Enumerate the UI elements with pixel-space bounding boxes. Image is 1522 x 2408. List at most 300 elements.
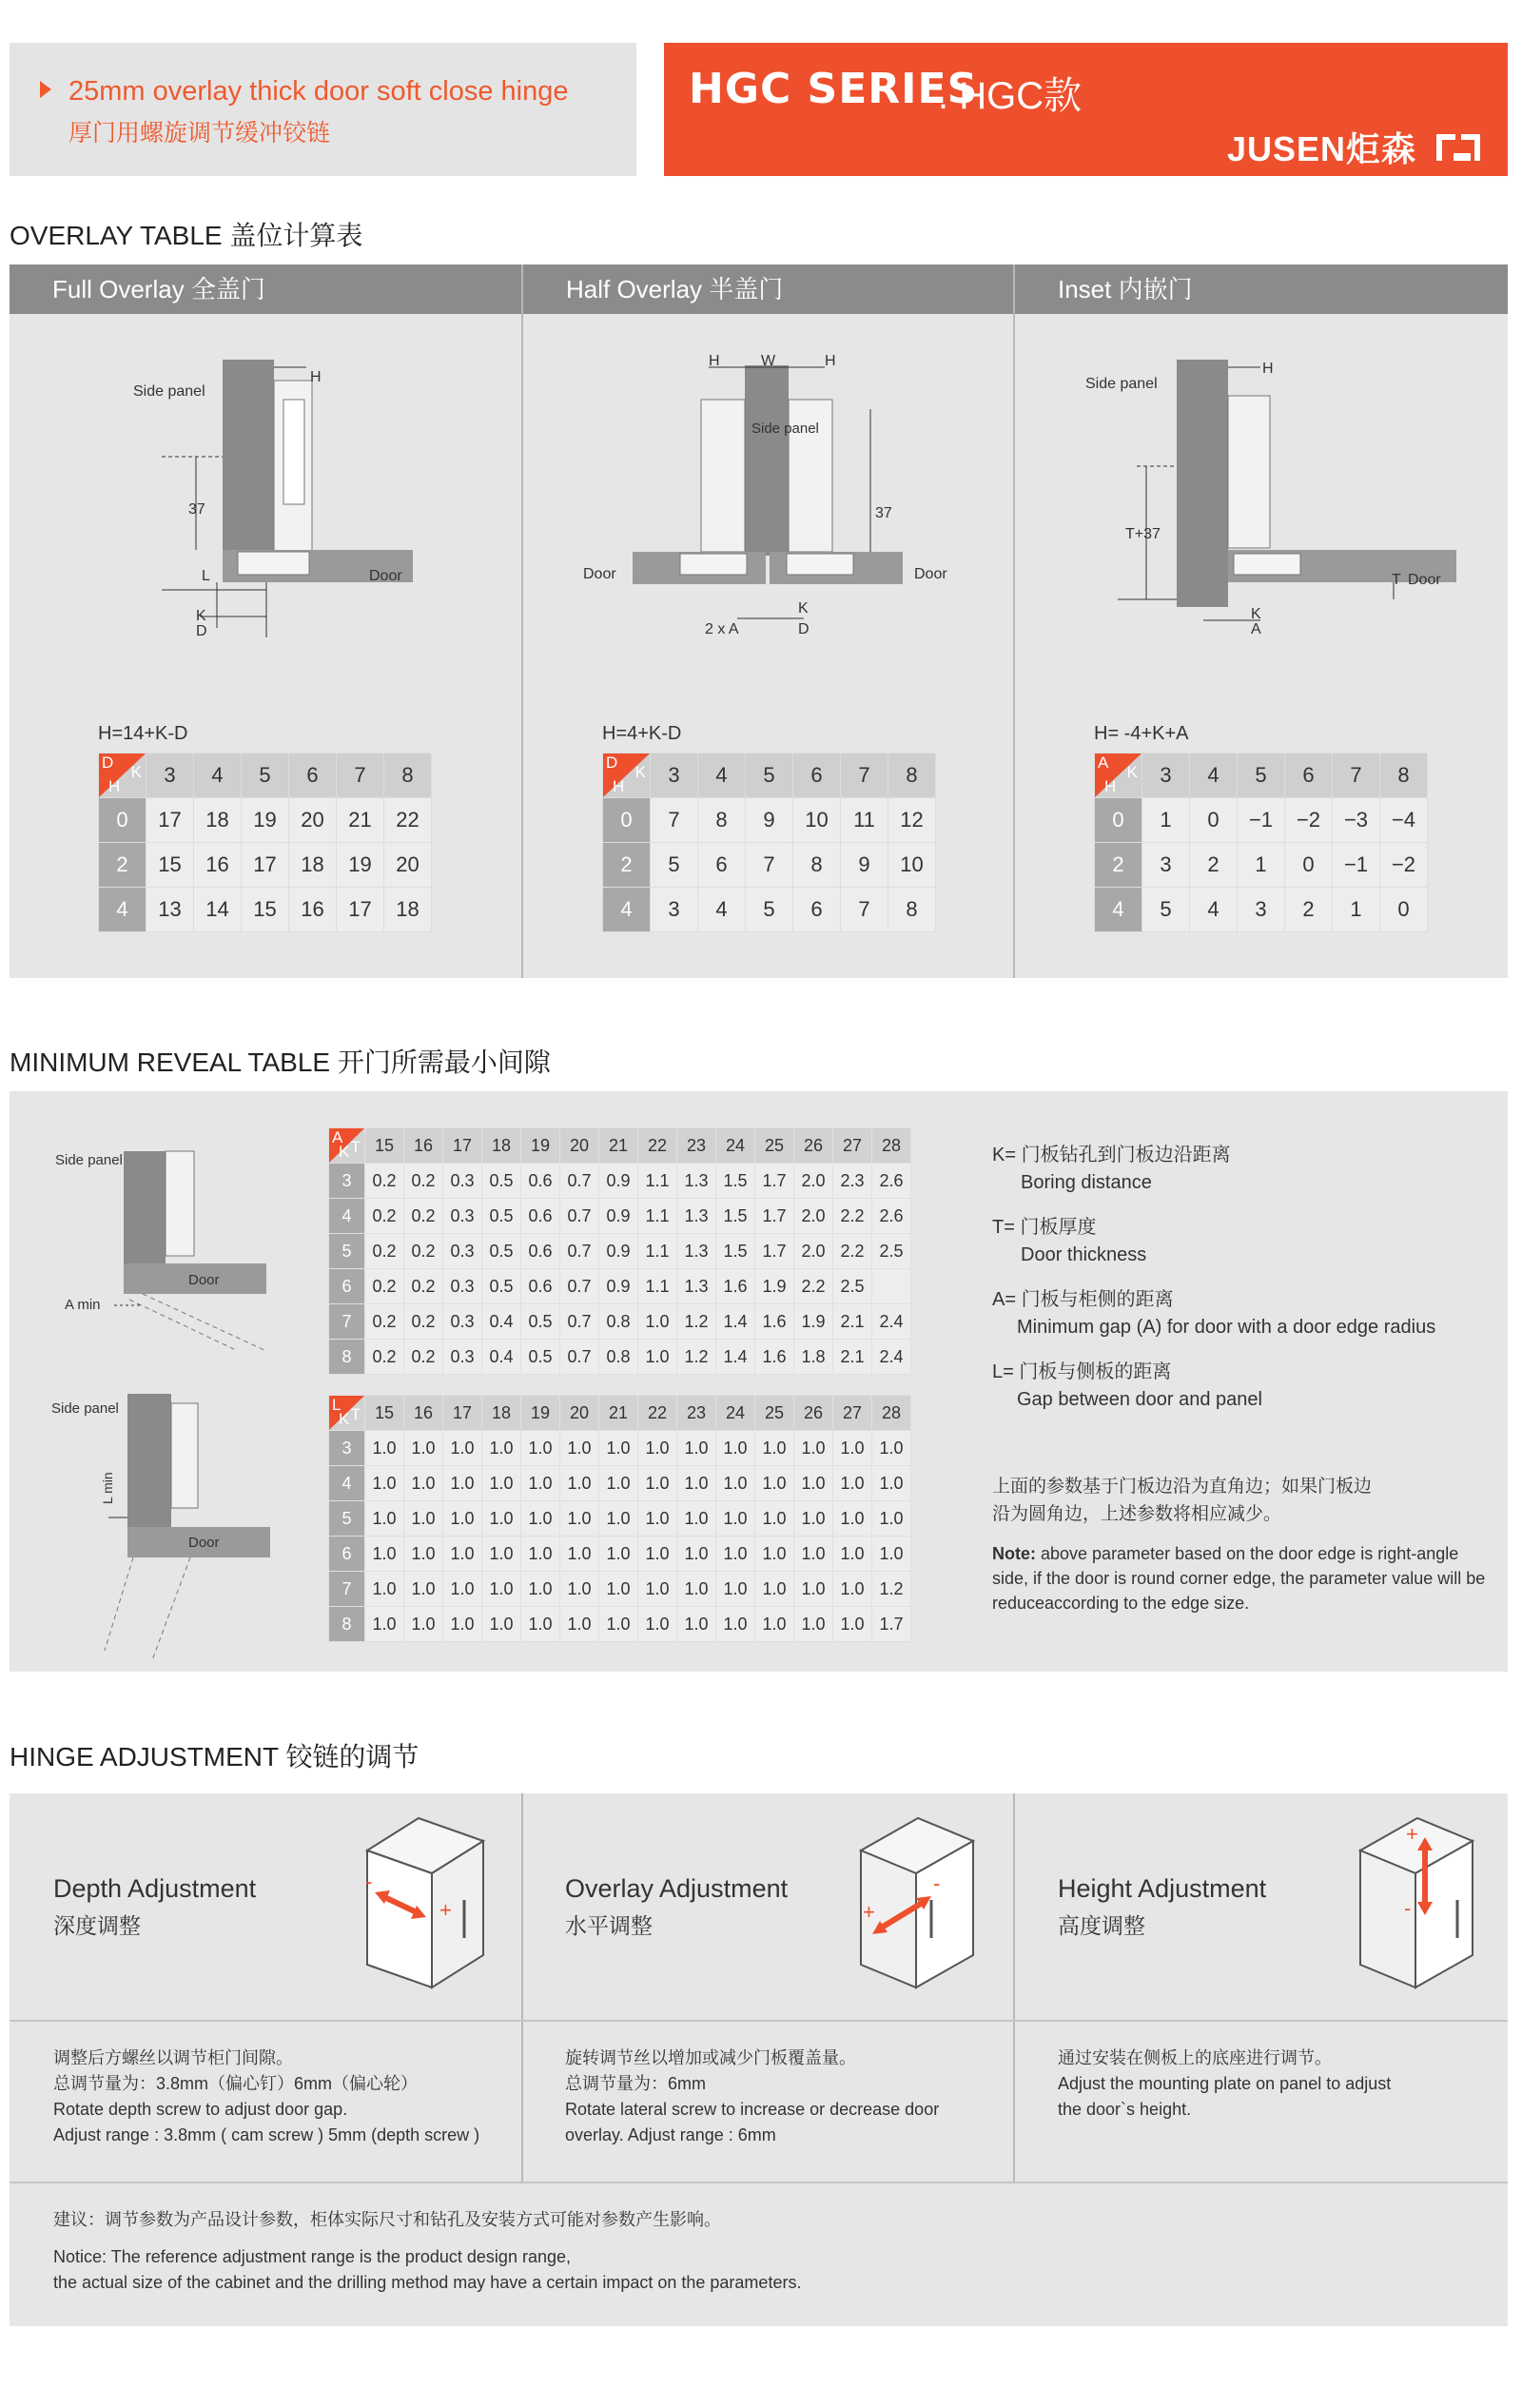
table-row: [329, 1466, 911, 1501]
row-header: 6: [329, 1269, 365, 1304]
table-cell: 1.9: [794, 1304, 833, 1340]
column-header: 15: [365, 1396, 404, 1431]
depth-adjust-text: [53, 2046, 479, 2148]
table-cell: 1.0: [560, 1466, 599, 1501]
l-min-table: [328, 1395, 911, 1642]
table-cell: 18: [289, 843, 337, 888]
height-adjust-text: [1058, 2046, 1391, 2123]
table-cell: 1.0: [755, 1572, 794, 1607]
table-cell: 1.0: [599, 1572, 638, 1607]
table-cell: 1.0: [404, 1466, 443, 1501]
divider: [521, 264, 523, 978]
table-corner-cell: [329, 1128, 365, 1164]
column-header: 6: [793, 754, 841, 798]
table-cell: 1.0: [521, 1572, 560, 1607]
table-cell: 7: [746, 843, 793, 888]
table-cell: 15: [146, 843, 194, 888]
table-cell: 1.0: [521, 1537, 560, 1572]
table-cell: 0.5: [482, 1164, 521, 1199]
table-cell: 0.5: [482, 1234, 521, 1269]
table-cell: 0.5: [482, 1199, 521, 1234]
table-cell: 0.9: [599, 1269, 638, 1304]
table-cell: −1: [1238, 798, 1285, 843]
table-cell: 2.0: [794, 1164, 833, 1199]
k-label: K: [798, 600, 809, 617]
column-header: 23: [677, 1128, 716, 1164]
table-cell: 0.7: [560, 1164, 599, 1199]
table-row: [1095, 888, 1428, 932]
table-cell: 8: [698, 798, 746, 843]
table-cell: 0.4: [482, 1304, 521, 1340]
table-cell: 1.0: [638, 1466, 677, 1501]
table-cell: 2: [1285, 888, 1333, 932]
table-cell: 8: [888, 888, 936, 932]
table-cell: 1.0: [833, 1537, 872, 1572]
text-line: the door`s height.: [1058, 2100, 1192, 2119]
row-header: 0: [99, 798, 146, 843]
legend-a-cn: A= 门板与柜侧的距离: [992, 1289, 1174, 1310]
note-cn-line1: 上面的参数基于门板边沿为直角边；如果门板边: [992, 1477, 1373, 1497]
table-cell: 1.0: [716, 1607, 755, 1642]
table-cell: 1.0: [560, 1501, 599, 1537]
corner-label: H: [613, 777, 625, 795]
text-line: overlay. Adjust range : 6mm: [565, 2125, 776, 2144]
row-header: 8: [329, 1340, 365, 1375]
table-cell: 1.6: [755, 1304, 794, 1340]
text-line: Rotate lateral screw to increase or decrease door: [565, 2100, 940, 2119]
row-header: 6: [329, 1537, 365, 1572]
table-cell: 0.2: [365, 1164, 404, 1199]
table-cell: 18: [384, 888, 432, 932]
table-cell: 1.3: [677, 1234, 716, 1269]
row-header: 4: [99, 888, 146, 932]
table-cell: [872, 1269, 911, 1304]
table-cell: 1.6: [755, 1340, 794, 1375]
a-min-label: A min: [65, 1297, 101, 1313]
table-cell: 2.2: [794, 1269, 833, 1304]
row-header: 7: [329, 1572, 365, 1607]
row-header: 3: [329, 1431, 365, 1466]
legend-k-en: Boring distance: [1021, 1172, 1152, 1193]
table-cell: 1.0: [638, 1431, 677, 1466]
table-cell: 2.0: [794, 1234, 833, 1269]
table-row: [603, 888, 936, 932]
corner-label: T: [350, 1405, 361, 1423]
corner-label: A: [1098, 754, 1109, 772]
table-cell: 16: [194, 843, 242, 888]
table-cell: 0.3: [443, 1199, 482, 1234]
door-label: Door: [188, 1272, 220, 1288]
table-cell: 1.0: [833, 1431, 872, 1466]
table-row: [329, 1537, 911, 1572]
table-cell: 0.7: [560, 1340, 599, 1375]
table-cell: 1.0: [404, 1431, 443, 1466]
table-cell: 0: [1285, 843, 1333, 888]
column-header: 16: [404, 1128, 443, 1164]
table-cell: 5: [1142, 888, 1190, 932]
table-cell: 2.5: [833, 1269, 872, 1304]
t37-label: T+37: [1125, 526, 1161, 542]
table-cell: 0.2: [404, 1199, 443, 1234]
table-cell: 1.0: [638, 1537, 677, 1572]
table-cell: 1.3: [677, 1164, 716, 1199]
table-cell: 1.0: [443, 1431, 482, 1466]
table-cell: 2.4: [872, 1304, 911, 1340]
table-cell: 0.6: [521, 1234, 560, 1269]
table-row: [1095, 843, 1428, 888]
table-cell: 1.1: [638, 1164, 677, 1199]
table-cell: 1.7: [755, 1164, 794, 1199]
column-header: 8: [888, 754, 936, 798]
series-title: HGC SERIES: [689, 65, 979, 113]
inset-formula: H= -4+K+A: [1094, 723, 1189, 744]
door-label: Door: [369, 568, 402, 584]
column-header: 26: [794, 1128, 833, 1164]
table-cell: 3: [1238, 888, 1285, 932]
table-cell: 17: [242, 843, 289, 888]
l-min-label: L min: [100, 1472, 115, 1504]
minus-sign: -: [1404, 1896, 1412, 1920]
table-cell: 1.0: [482, 1466, 521, 1501]
minus-sign: -: [933, 1871, 941, 1895]
row-header: 0: [1095, 798, 1142, 843]
table-cell: 0.2: [404, 1234, 443, 1269]
half-overlay-header: Half Overlay 半盖门: [523, 264, 1013, 314]
notice-en-1: Notice: The reference adjustment range is the product design range,: [53, 2247, 571, 2266]
table-cell: 1.0: [599, 1607, 638, 1642]
table-cell: 0.2: [365, 1304, 404, 1340]
door-label: Door: [1408, 572, 1441, 588]
table-cell: 18: [194, 798, 242, 843]
column-header: 6: [1285, 754, 1333, 798]
table-cell: 1: [1142, 798, 1190, 843]
l-min-diagram: [48, 1384, 295, 1660]
plus-sign: +: [439, 1898, 452, 1922]
table-row: [329, 1572, 911, 1607]
row-header: 4: [1095, 888, 1142, 932]
column-header: 7: [841, 754, 888, 798]
divider: [521, 1793, 523, 2182]
side-panel-label: Side panel: [133, 383, 205, 400]
column-header: 8: [384, 754, 432, 798]
table-row: [329, 1269, 911, 1304]
minus-sign: -: [365, 1870, 373, 1893]
notice-en-2: the actual size of the cabinet and the drilling method may have a certain impact on the parameters.: [53, 2273, 802, 2292]
table-cell: 0: [1380, 888, 1428, 932]
table-cell: 0.7: [560, 1269, 599, 1304]
legend-k-cn: K= 门板钻孔到门板边沿距离: [992, 1145, 1231, 1165]
series-title-cn: . HGC款: [938, 75, 1083, 117]
column-header: 5: [242, 754, 289, 798]
table-cell: 1.0: [716, 1501, 755, 1537]
table-cell: 1.0: [755, 1431, 794, 1466]
table-cell: 6: [698, 843, 746, 888]
note-en-label: Note:: [992, 1544, 1036, 1563]
table-cell: 1.7: [755, 1199, 794, 1234]
row-header: 0: [603, 798, 651, 843]
table-row: [99, 888, 432, 932]
half-overlay-diagram: [576, 352, 975, 647]
table-cell: 1.0: [599, 1501, 638, 1537]
table-cell: 0.7: [560, 1304, 599, 1340]
column-header: 19: [521, 1396, 560, 1431]
table-cell: 1.1: [638, 1234, 677, 1269]
height-adjust-title: Height Adjustment: [1058, 1874, 1267, 1903]
table-cell: 1.0: [794, 1431, 833, 1466]
table-cell: 1.0: [404, 1572, 443, 1607]
table-cell: 6: [793, 888, 841, 932]
l-label: L: [202, 568, 210, 584]
column-header: 19: [521, 1128, 560, 1164]
table-cell: 0.3: [443, 1234, 482, 1269]
column-header: 24: [716, 1128, 755, 1164]
depth-adjust-cabinet-icon: [361, 1812, 495, 1993]
table-cell: 1.7: [872, 1607, 911, 1642]
table-row: [329, 1164, 911, 1199]
text-line: 总调节量为：3.8mm（偏心钉）6mm（偏心轮）: [53, 2074, 419, 2093]
text-line: Rotate depth screw to adjust door gap.: [53, 2100, 348, 2119]
table-row: [99, 798, 432, 843]
table-cell: 15: [242, 888, 289, 932]
table-cell: 0.2: [404, 1164, 443, 1199]
legend-l: [992, 1359, 1262, 1414]
column-header: 4: [194, 754, 242, 798]
column-header: 3: [146, 754, 194, 798]
table-cell: −3: [1333, 798, 1380, 843]
depth-adjust-title: Depth Adjustment: [53, 1874, 257, 1903]
table-cell: −2: [1285, 798, 1333, 843]
table-cell: 1.0: [794, 1572, 833, 1607]
table-cell: 13: [146, 888, 194, 932]
a-min-table: [328, 1127, 911, 1375]
table-cell: 0.9: [599, 1234, 638, 1269]
column-header: 18: [482, 1396, 521, 1431]
table-cell: 1.0: [560, 1572, 599, 1607]
column-header: 18: [482, 1128, 521, 1164]
table-cell: 22: [384, 798, 432, 843]
note-cn: [992, 1473, 1372, 1528]
adjust-section-title: HINGE ADJUSTMENT 铰链的调节: [10, 1742, 420, 1772]
h-right-label: H: [825, 353, 836, 369]
table-cell: 1.0: [482, 1572, 521, 1607]
table-cell: 4: [698, 888, 746, 932]
table-cell: 1.3: [677, 1269, 716, 1304]
table-corner-cell: [329, 1396, 365, 1431]
brand-name: JUSEN炬森: [1227, 129, 1417, 168]
table-cell: 2.4: [872, 1340, 911, 1375]
table-cell: 1.0: [794, 1466, 833, 1501]
table-cell: 14: [194, 888, 242, 932]
column-header: 6: [289, 754, 337, 798]
table-cell: 1.0: [365, 1466, 404, 1501]
row-header: 4: [603, 888, 651, 932]
table-cell: 1.9: [755, 1269, 794, 1304]
table-cell: 0.5: [482, 1269, 521, 1304]
product-title-cn: 厚门用螺旋调节缓冲铰链: [68, 120, 331, 147]
t-label: T: [1392, 572, 1401, 588]
table-cell: −2: [1380, 843, 1428, 888]
table-cell: 2.1: [833, 1304, 872, 1340]
table-cell: 1.0: [638, 1607, 677, 1642]
table-cell: 9: [841, 843, 888, 888]
table-cell: 1.0: [404, 1607, 443, 1642]
table-cell: 2.5: [872, 1234, 911, 1269]
column-header: 7: [1333, 754, 1380, 798]
full-overlay-diagram: [124, 343, 438, 647]
legend-l-en: Gap between door and panel: [1017, 1389, 1262, 1410]
table-row: [329, 1304, 911, 1340]
table-row: [329, 1607, 911, 1642]
column-header: 7: [337, 754, 384, 798]
table-cell: 2.0: [794, 1199, 833, 1234]
legend-t-cn: T= 门板厚度: [992, 1217, 1097, 1238]
table-cell: 2.1: [833, 1340, 872, 1375]
table-cell: 2.2: [833, 1199, 872, 1234]
table-cell: 1.7: [755, 1234, 794, 1269]
table-cell: 0.2: [365, 1269, 404, 1304]
table-row: [603, 843, 936, 888]
table-cell: 1.0: [365, 1572, 404, 1607]
table-cell: 2.2: [833, 1234, 872, 1269]
table-cell: 1.0: [443, 1501, 482, 1537]
table-cell: 2.6: [872, 1164, 911, 1199]
k-label: K: [1251, 606, 1261, 622]
table-cell: 1.2: [677, 1304, 716, 1340]
table-cell: 0.3: [443, 1340, 482, 1375]
table-cell: 16: [289, 888, 337, 932]
side-panel-label: Side panel: [51, 1400, 119, 1417]
table-cell: 1.0: [677, 1501, 716, 1537]
table-cell: 1.8: [794, 1340, 833, 1375]
table-cell: 2: [1190, 843, 1238, 888]
table-cell: 0.2: [365, 1340, 404, 1375]
column-header: 3: [651, 754, 698, 798]
legend-k: [992, 1142, 1231, 1197]
door-left-label: Door: [583, 566, 616, 582]
table-cell: 0.2: [365, 1199, 404, 1234]
row-header: 2: [1095, 843, 1142, 888]
h-label: H: [1262, 361, 1274, 377]
table-cell: 1.0: [833, 1572, 872, 1607]
table-cell: 1.0: [677, 1537, 716, 1572]
table-cell: 1.0: [872, 1466, 911, 1501]
corner-label: H: [1104, 777, 1117, 795]
column-header: 5: [746, 754, 793, 798]
inset-header: Inset 内嵌门: [1015, 264, 1508, 314]
table-cell: 1.0: [872, 1501, 911, 1537]
table-cell: 1: [1333, 888, 1380, 932]
d-label: D: [196, 623, 207, 639]
table-cell: 1.0: [677, 1466, 716, 1501]
table-cell: 1.1: [638, 1199, 677, 1234]
table-cell: 1.0: [599, 1431, 638, 1466]
full-overlay-formula: H=14+K-D: [98, 723, 188, 744]
table-cell: 1.0: [872, 1431, 911, 1466]
door-label: Door: [188, 1535, 220, 1551]
table-cell: 3: [1142, 843, 1190, 888]
column-header: 26: [794, 1396, 833, 1431]
column-header: 17: [443, 1128, 482, 1164]
column-header: 4: [1190, 754, 1238, 798]
column-header: 25: [755, 1396, 794, 1431]
table-cell: 1.6: [716, 1269, 755, 1304]
table-row: [99, 843, 432, 888]
table-cell: 1.0: [599, 1466, 638, 1501]
text-line: Adjust range : 3.8mm ( cam screw ) 5mm (depth screw ): [53, 2125, 480, 2144]
table-cell: 0.5: [521, 1340, 560, 1375]
table-row: [603, 798, 936, 843]
table-cell: 0.3: [443, 1164, 482, 1199]
column-header: 27: [833, 1128, 872, 1164]
table-cell: 17: [337, 888, 384, 932]
series-banner: [664, 43, 1508, 176]
table-cell: 12: [888, 798, 936, 843]
table-cell: 0.6: [521, 1269, 560, 1304]
table-cell: 1.0: [443, 1537, 482, 1572]
divider: [10, 2020, 1508, 2022]
table-cell: 1.0: [482, 1501, 521, 1537]
table-cell: 0.9: [599, 1199, 638, 1234]
divider: [10, 2182, 1508, 2183]
table-cell: 20: [289, 798, 337, 843]
table-cell: 1.0: [638, 1304, 677, 1340]
row-header: 4: [329, 1466, 365, 1501]
corner-label: K: [130, 763, 142, 781]
table-row: [1095, 798, 1428, 843]
corner-label: D: [606, 754, 618, 772]
table-cell: 1.0: [521, 1501, 560, 1537]
table-cell: 1.0: [560, 1607, 599, 1642]
notice-cn: 建议：调节参数为产品设计参数，柜体实际尺寸和钻孔及安装方式可能对参数产生影响。: [53, 2210, 721, 2229]
text-line: 旋转调节丝以增加或减少门板覆盖量。: [565, 2048, 856, 2067]
corner-label: A: [332, 1128, 343, 1146]
column-header: 23: [677, 1396, 716, 1431]
corner-label: L: [332, 1396, 341, 1414]
table-cell: 1.0: [599, 1537, 638, 1572]
plus-sign: +: [863, 1900, 875, 1924]
table-cell: 1.0: [755, 1466, 794, 1501]
row-header: 8: [329, 1607, 365, 1642]
table-cell: 0.7: [560, 1199, 599, 1234]
table-corner-cell: [603, 754, 651, 798]
table-cell: 1.0: [365, 1501, 404, 1537]
table-cell: 1.0: [365, 1537, 404, 1572]
table-cell: 1.5: [716, 1234, 755, 1269]
table-cell: 1.0: [794, 1607, 833, 1642]
note-cn-line2: 沿为圆角边，上述参数将相应减少。: [992, 1504, 1282, 1524]
overlay-adjust-text: [565, 2046, 939, 2148]
table-cell: 7: [841, 888, 888, 932]
plus-sign: +: [1406, 1822, 1418, 1846]
table-cell: 21: [337, 798, 384, 843]
dim-37-label: 37: [875, 505, 892, 521]
table-cell: 0.7: [560, 1234, 599, 1269]
table-cell: 0: [1190, 798, 1238, 843]
table-row: [329, 1501, 911, 1537]
table-row: [329, 1431, 911, 1466]
table-cell: 1.3: [677, 1199, 716, 1234]
table-cell: 1.0: [365, 1431, 404, 1466]
table-cell: 10: [888, 843, 936, 888]
half-overlay-table: [602, 753, 936, 932]
table-cell: 0.2: [404, 1340, 443, 1375]
table-cell: 1.5: [716, 1164, 755, 1199]
side-panel-label: Side panel: [1085, 376, 1158, 392]
text-line: 通过安装在侧板上的底座进行调节。: [1058, 2048, 1332, 2067]
corner-label: T: [350, 1138, 361, 1156]
table-cell: 1.0: [404, 1537, 443, 1572]
overlay-adjust-title: Overlay Adjustment: [565, 1874, 789, 1903]
